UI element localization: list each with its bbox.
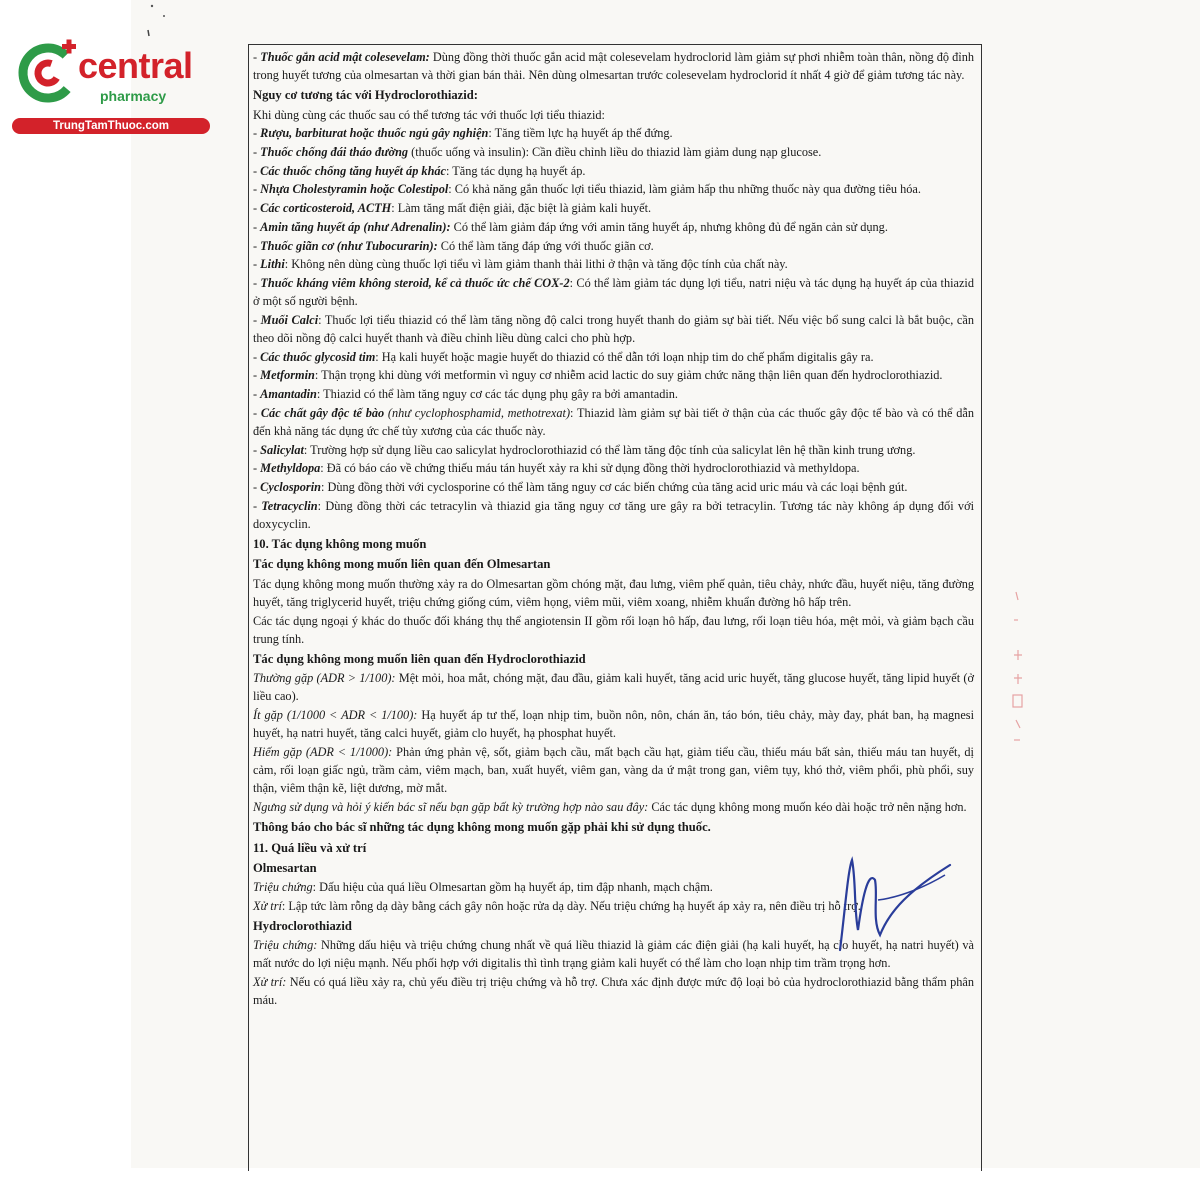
list-item: - Nhựa Cholestyramin hoặc Colestipol: Có khả năng gắn thuốc lợi tiểu thiazid, làm giảm hấp thu những thuốc này qua đường tiêu hóa.: [253, 182, 921, 197]
paragraph: Ngưng sử dụng và hỏi ý kiến bác sĩ nếu bạn gặp bất kỳ trường hợp nào sau đây: Các tác dụng không mong muốn kéo dài hoặc trở nên nặng hơn.: [253, 800, 967, 815]
subsection-heading: Olmesartan: [253, 860, 317, 875]
list-item: - Thuốc kháng viêm không steroid, kể cả thuốc ức chế COX-2: Có thể làm giảm tác dụng lợi tiểu, natri niệu và tác dụng hạ huyết áp của thiazid ở một số người bệnh.: [253, 275, 974, 309]
interaction-list: [253, 124, 974, 533]
list-item: - Tetracyclin: Dùng đồng thời các tetracylin và thiazid gia tăng nguy cơ tăng ure gây ra bởi tetracylin. Tương tác này không áp dụng đối với doxycyclin.: [253, 498, 974, 532]
list-item: - Cyclosporin: Dùng đồng thời với cyclosporine có thể làm tăng nguy cơ các biến chứng của tăng acid uric máu và các loại bệnh gút.: [253, 480, 908, 495]
paragraph: Ít gặp (1/1000 < ADR < 1/100): Hạ huyết áp tư thế, loạn nhịp tim, buồn nôn, nôn, chán ăn, táo bón, tiêu chảy, mày đay, phát ban, hạ magnesi huyết, hạ natri huyết, tăng calci huyết, giảm clo huyết, hạ phosphat huyết.: [253, 708, 974, 741]
paragraph: Triệu chứng: Những dấu hiệu và triệu chứng chung nhất về quá liều thiazid là giảm các điện giải (hạ kali huyết, hạ clo huyết, hạ natri huyết) và mất nước do lợi niệu mạnh. Nếu phối hợp với digitalis thì tình trạng giảm kali huyết có thể làm cho loạn nhịp tim trầm trọng hơn.: [253, 938, 975, 971]
list-item: - Các thuốc chống tăng huyết áp khác: Tăng tác dụng hạ huyết áp.: [253, 163, 586, 178]
list-item: - Amantadin: Thiazid có thể làm tăng nguy cơ các tác dụng phụ gây ra bởi amantadin.: [253, 387, 678, 402]
notice: Thông báo cho bác sĩ những tác dụng không mong muốn gặp phải khi sử dụng thuốc.: [253, 820, 711, 835]
paragraph: Các tác dụng ngoại ý khác do thuốc đối kháng thụ thể angiotensin II gồm rối loạn hô hấp, đau lưng, rối loạn tiêu hóa, mệt mỏi, và giảm bạch cầu trung tính.: [253, 613, 974, 646]
paragraph: Tác dụng không mong muốn thường xảy ra do Olmesartan gồm chóng mặt, đau lưng, viêm phế quản, tiêu chảy, nhức đầu, huyết niệu, tăng đường huyết, tăng triglycerid huyết, triệu chứng giống cúm, viêm họng, viêm mũi, viêm xoang, nhiễm khuẩn đường hô hấp trên.: [253, 576, 974, 609]
paragraph: Hiếm gặp (ADR < 1/1000): Phản ứng phản vệ, sốt, giảm bạch cầu, mất bạch cầu hạt, giảm tiểu cầu, thiếu máu bất sản, thiếu máu tan huyết, dị cảm, rối loạn giấc ngủ, trầm cảm, viêm mạch, ban, xuất huyết, viêm gan, vàng da ứ mật trong gan, viêm tụy, khó thở, viêm phổi, phù phổi, suy thận, viêm thận kẽ, liệt dương, mờ mắt.: [253, 745, 974, 796]
list-item: - Metformin: Thận trọng khi dùng với metformin vì nguy cơ nhiễm acid lactic do suy giảm chức năng thận liên quan đến hydroclorothiazid.: [253, 368, 943, 383]
document-frame: [248, 44, 982, 1171]
list-item: - Lithi: Không nên dùng cùng thuốc lợi tiểu vì làm giảm thanh thải lithi ở thận và tăng độc tính của chất này.: [253, 257, 788, 272]
list-item: - Rượu, barbiturat hoặc thuốc ngủ gây nghiện: Tăng tiềm lực hạ huyết áp thế đứng.: [253, 126, 673, 141]
logo-wordmark: central: [78, 45, 193, 86]
section-heading: 10. Tác dụng không mong muốn: [253, 537, 427, 552]
paragraph: Xử trí: Nếu có quá liều xảy ra, chủ yếu điều trị triệu chứng và hỗ trợ. Chưa xác định được mức độ loại bỏ của hydroclorothiazid bằng thẩm phân máu.: [253, 974, 974, 1008]
subsection-heading: Hydroclorothiazid: [253, 918, 352, 933]
subsection-heading: Tác dụng không mong muốn liên quan đến Olmesartan: [253, 557, 551, 572]
paragraph: Thường gặp (ADR > 1/100): Mệt mỏi, hoa mắt, chóng mặt, đau đầu, giảm kali huyết, tăng acid uric huyết, tăng glucose huyết, tăng lipid huyết (ở liều cao).: [253, 671, 974, 704]
paragraph: Khi dùng cùng các thuốc sau có thể tương tác với thuốc lợi tiểu thiazid:: [253, 107, 605, 122]
subsection-heading: Tác dụng không mong muốn liên quan đến Hydroclorothiazid: [253, 652, 586, 666]
list-item: - Salicylat: Trường hợp sử dụng liều cao salicylat hydroclorothiazid có thể làm tăng độc tính của salicylat lên hệ thần kinh trung ương.: [253, 442, 916, 457]
signature-icon: [820, 840, 990, 960]
stamp-marks: [1008, 590, 1028, 760]
list-item: - Thuốc giãn cơ (như Tubocurarin): Có thể làm tăng đáp ứng với thuốc giãn cơ.: [253, 238, 654, 253]
list-item: - Methyldopa: Đã có báo cáo về chứng thiếu máu tán huyết xảy ra khi sử dụng đồng thời hydroclorothiazid và methyldopa.: [253, 461, 860, 476]
scan-specks: [140, 0, 180, 40]
section-heading: 11. Quá liều và xử trí: [253, 840, 367, 855]
logo-subtitle: pharmacy: [100, 88, 167, 104]
section-heading: Nguy cơ tương tác với Hydroclorothiazid:: [253, 88, 478, 103]
list-item: - Thuốc chống đái tháo đường (thuốc uống và insulin): Cần điều chỉnh liều do thiazid làm giảm dung nạp glucose.: [253, 145, 822, 160]
list-item: - Amin tăng huyết áp (như Adrenalin): Có thể làm giảm đáp ứng với amin tăng huyết áp, nhưng không đủ để ngăn cản sử dụng.: [253, 219, 888, 234]
list-item: - Các chất gây độc tế bào (như cyclophosphamid, methotrexat): Thiazid làm giảm sự bài tiết ở thận của các thuốc gây độc tế bào và có thể dẫn đến khả năng tác dụng ức chế tủy xương của các thuốc này.: [253, 405, 974, 439]
paragraph: Xử trí: Lập tức làm rỗng dạ dày bằng cách gây nôn hoặc rửa dạ dày. Nếu triệu chứng hạ huyết áp xảy ra, nên điều trị hỗ trợ.: [253, 898, 861, 913]
paragraph: Triệu chứng: Dấu hiệu của quá liều Olmesartan gồm hạ huyết áp, tim đập nhanh, mạch chậm.: [253, 879, 713, 894]
logo-site-badge: TrungTamThuoc.com: [12, 118, 210, 134]
list-item: - Các thuốc glycosid tim: Hạ kali huyết hoặc magie huyết do thiazid có thể dẫn tới loạn nhịp tim do chế phẩm digitalis gây ra.: [253, 349, 874, 364]
paragraph: - Thuốc gắn acid mật colesevelam: Dùng đồng thời thuốc gắn acid mật colesevelam hydroclorid làm giảm sự phơi nhiễm toàn thân, nồng độ đỉnh trong huyết tương của olmesartan và thời gian bán thải. Nên dùng olmesartan trước colesevelam hydroclorid ít nhất 4 giờ để giảm tương tác này.: [253, 50, 974, 83]
list-item: - Các corticosteroid, ACTH: Làm tăng mất điện giải, đặc biệt là giảm kali huyết.: [253, 201, 652, 216]
list-item: - Muối Calci: Thuốc lợi tiểu thiazid có thể làm tăng nồng độ calci trong huyết thanh do giảm sự bài tiết. Nếu việc bổ sung calci là bắt buộc, cần theo dõi nồng độ calci huyết thanh và điều chỉnh liều dùng calci cho phù hợp.: [253, 312, 974, 346]
